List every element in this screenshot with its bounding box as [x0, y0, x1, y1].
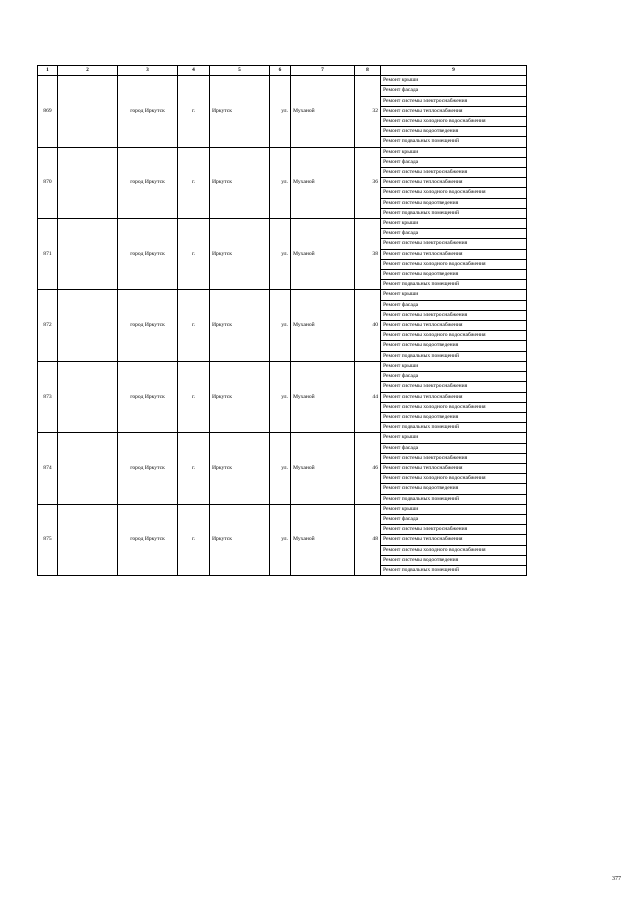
work-type-cell: Ремонт системы теплоснабжения — [381, 178, 527, 188]
table-row — [38, 290, 527, 300]
column-2-cell — [58, 361, 118, 432]
page-number: 377 — [612, 876, 621, 882]
table-row — [38, 504, 527, 514]
work-type-cell: Ремонт системы холодного водоснабжения — [381, 402, 527, 412]
work-type-cell: Ремонт системы водоотведения — [381, 270, 527, 280]
col-header: 9 — [381, 66, 527, 76]
house-number-cell: 40 — [355, 290, 381, 361]
col-header: 3 — [118, 66, 178, 76]
work-type-cell: Ремонт крыши — [381, 504, 527, 514]
col-header: 4 — [178, 66, 210, 76]
work-type-cell: Ремонт системы холодного водоснабжения — [381, 188, 527, 198]
settlement-cell: город Иркутск — [118, 219, 178, 290]
city-cell: Иркутск — [210, 290, 270, 361]
work-type-cell: Ремонт системы холодного водоснабжения — [381, 259, 527, 269]
work-type-cell: Ремонт подвальных помещений — [381, 351, 527, 361]
house-number-cell: 32 — [355, 76, 381, 147]
work-type-cell: Ремонт системы теплоснабжения — [381, 463, 527, 473]
city-type-cell: г. — [178, 433, 210, 504]
record-number: 869 — [38, 76, 58, 147]
settlement-cell: город Иркутск — [118, 433, 178, 504]
work-type-cell: Ремонт фасада — [381, 514, 527, 524]
table-row — [38, 433, 527, 443]
column-2-cell — [58, 504, 118, 575]
work-type-cell: Ремонт системы теплоснабжения — [381, 321, 527, 331]
street-cell: Муханой — [291, 361, 355, 432]
city-cell: Иркутск — [210, 76, 270, 147]
work-type-cell: Ремонт подвальных помещений — [381, 494, 527, 504]
table-row — [38, 361, 527, 371]
table-row — [38, 147, 527, 157]
street-type-cell: ул. — [270, 219, 291, 290]
work-type-cell: Ремонт фасада — [381, 443, 527, 453]
street-type-cell: ул. — [270, 290, 291, 361]
work-type-cell: Ремонт системы водоотведения — [381, 341, 527, 351]
street-type-cell: ул. — [270, 433, 291, 504]
city-type-cell: г. — [178, 76, 210, 147]
work-type-cell: Ремонт подвальных помещений — [381, 137, 527, 147]
record-number: 872 — [38, 290, 58, 361]
column-2-cell — [58, 433, 118, 504]
house-number-cell: 36 — [355, 147, 381, 218]
house-number-cell: 38 — [355, 219, 381, 290]
work-type-cell: Ремонт фасада — [381, 86, 527, 96]
settlement-cell: город Иркутск — [118, 361, 178, 432]
work-type-cell: Ремонт системы электроснабжения — [381, 96, 527, 106]
column-2-cell — [58, 147, 118, 218]
city-cell: Иркутск — [210, 219, 270, 290]
work-type-cell: Ремонт системы электроснабжения — [381, 453, 527, 463]
record-number: 875 — [38, 504, 58, 575]
street-type-cell: ул. — [270, 76, 291, 147]
work-type-cell: Ремонт крыши — [381, 147, 527, 157]
street-type-cell: ул. — [270, 361, 291, 432]
column-2-cell — [58, 290, 118, 361]
city-type-cell: г. — [178, 219, 210, 290]
city-type-cell: г. — [178, 147, 210, 218]
street-cell: Муханой — [291, 76, 355, 147]
house-number-cell: 44 — [355, 361, 381, 432]
record-number: 871 — [38, 219, 58, 290]
work-type-cell: Ремонт системы электроснабжения — [381, 310, 527, 320]
settlement-cell: город Иркутск — [118, 290, 178, 361]
record-number: 874 — [38, 433, 58, 504]
record-number: 873 — [38, 361, 58, 432]
column-2-cell — [58, 219, 118, 290]
work-type-cell: Ремонт фасада — [381, 300, 527, 310]
repair-registry-table — [37, 65, 527, 576]
street-cell: Муханой — [291, 433, 355, 504]
col-header: 7 — [291, 66, 355, 76]
work-type-cell: Ремонт системы теплоснабжения — [381, 392, 527, 402]
work-type-cell: Ремонт системы холодного водоснабжения — [381, 331, 527, 341]
table-body — [38, 76, 527, 576]
city-type-cell: г. — [178, 361, 210, 432]
street-type-cell: ул. — [270, 147, 291, 218]
work-type-cell: Ремонт системы водоотведения — [381, 555, 527, 565]
street-cell: Муханой — [291, 504, 355, 575]
settlement-cell: город Иркутск — [118, 147, 178, 218]
work-type-cell: Ремонт подвальных помещений — [381, 423, 527, 433]
street-cell: Муханой — [291, 290, 355, 361]
work-type-cell: Ремонт подвальных помещений — [381, 280, 527, 290]
col-header: 5 — [210, 66, 270, 76]
column-2-cell — [58, 76, 118, 147]
work-type-cell: Ремонт крыши — [381, 219, 527, 229]
city-cell: Иркутск — [210, 147, 270, 218]
work-type-cell: Ремонт системы холодного водоснабжения — [381, 117, 527, 127]
work-type-cell: Ремонт системы водоотведения — [381, 127, 527, 137]
settlement-cell: город Иркутск — [118, 504, 178, 575]
work-type-cell: Ремонт крыши — [381, 361, 527, 371]
col-header: 1 — [38, 66, 58, 76]
work-type-cell: Ремонт системы электроснабжения — [381, 382, 527, 392]
house-number-cell: 46 — [355, 433, 381, 504]
street-cell: Муханой — [291, 219, 355, 290]
work-type-cell: Ремонт системы электроснабжения — [381, 239, 527, 249]
street-cell: Муханой — [291, 147, 355, 218]
work-type-cell: Ремонт системы теплоснабжения — [381, 535, 527, 545]
table-row — [38, 76, 527, 86]
col-header: 8 — [355, 66, 381, 76]
work-type-cell: Ремонт системы теплоснабжения — [381, 106, 527, 116]
work-type-cell: Ремонт подвальных помещений — [381, 208, 527, 218]
house-number-cell: 48 — [355, 504, 381, 575]
work-type-cell: Ремонт системы водоотведения — [381, 412, 527, 422]
city-cell: Иркутск — [210, 504, 270, 575]
work-type-cell: Ремонт фасада — [381, 157, 527, 167]
work-type-cell: Ремонт системы электроснабжения — [381, 525, 527, 535]
work-type-cell: Ремонт фасада — [381, 229, 527, 239]
street-type-cell: ул. — [270, 504, 291, 575]
table-row — [38, 219, 527, 229]
work-type-cell: Ремонт крыши — [381, 433, 527, 443]
city-cell: Иркутск — [210, 361, 270, 432]
work-type-cell: Ремонт системы водоотведения — [381, 484, 527, 494]
work-type-cell: Ремонт системы водоотведения — [381, 198, 527, 208]
header-row — [38, 66, 527, 76]
work-type-cell: Ремонт системы теплоснабжения — [381, 249, 527, 259]
work-type-cell: Ремонт крыши — [381, 290, 527, 300]
settlement-cell: город Иркутск — [118, 76, 178, 147]
work-type-cell: Ремонт подвальных помещений — [381, 565, 527, 575]
col-header: 6 — [270, 66, 291, 76]
record-number: 870 — [38, 147, 58, 218]
work-type-cell: Ремонт крыши — [381, 76, 527, 86]
work-type-cell: Ремонт системы электроснабжения — [381, 168, 527, 178]
col-header: 2 — [58, 66, 118, 76]
city-type-cell: г. — [178, 290, 210, 361]
work-type-cell: Ремонт системы холодного водоснабжения — [381, 474, 527, 484]
city-cell: Иркутск — [210, 433, 270, 504]
city-type-cell: г. — [178, 504, 210, 575]
work-type-cell: Ремонт системы холодного водоснабжения — [381, 545, 527, 555]
work-type-cell: Ремонт фасада — [381, 372, 527, 382]
